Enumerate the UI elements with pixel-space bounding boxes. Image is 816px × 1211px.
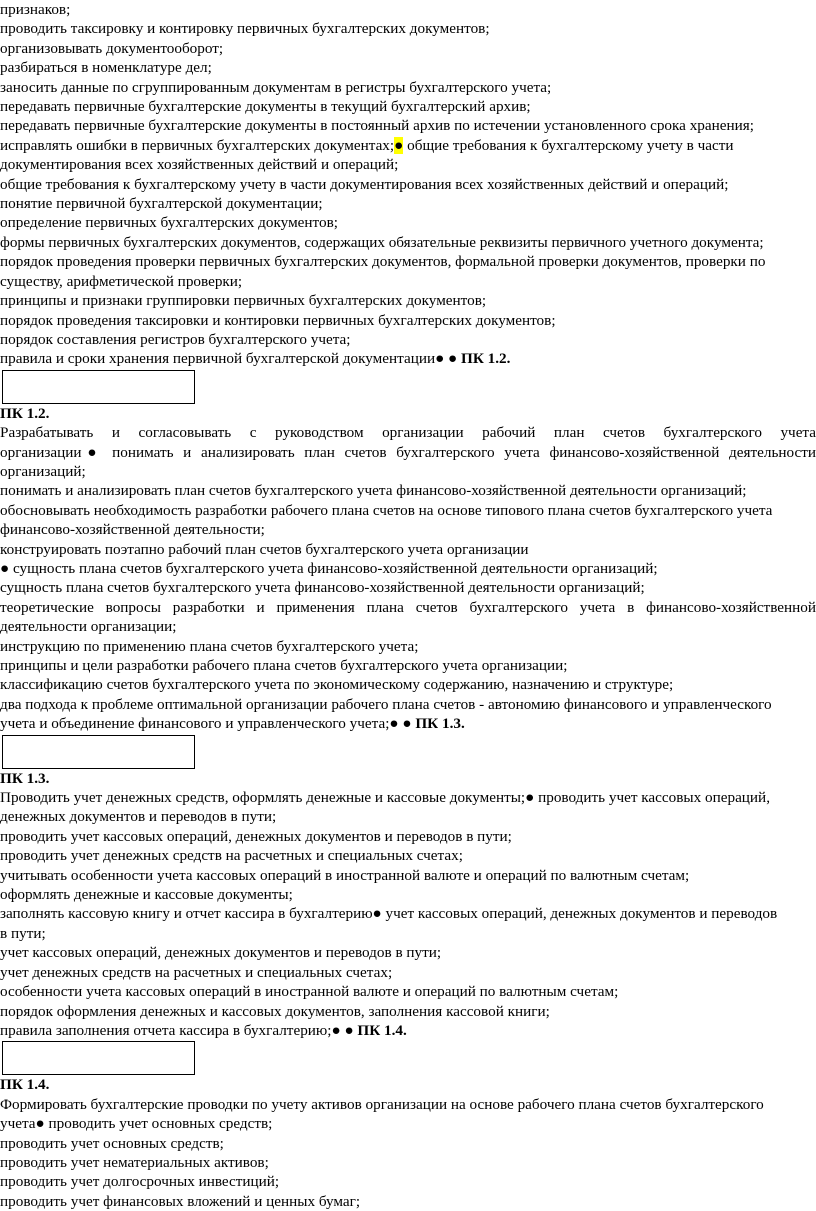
empty-box <box>2 370 195 404</box>
text-line: разбираться в номенклатуре дел; <box>0 59 212 77</box>
text-line: Проводить учет денежных средств, оформлять денежные и кассовые документы;● проводить учет кассовых операций, <box>0 789 770 807</box>
text-line: оформлять денежные и кассовые документы; <box>0 886 293 904</box>
text-line: проводить учет долгосрочных инвестиций; <box>0 1173 280 1191</box>
line-text: общие требования к бухгалтерскому учету в части <box>403 136 734 154</box>
text-line: особенности учета кассовых операций в иностранной валюте и операций по валютным счетам; <box>0 983 619 1001</box>
text-line <box>0 136 816 155</box>
line-text: правила и сроки хранения первичной бухгалтерской документации● ● <box>0 350 462 368</box>
text-line: в пути; <box>0 924 46 942</box>
text-line: общие требования к бухгалтерскому учету в части документирования всех хозяйственных действий и операций; <box>0 175 729 193</box>
text-line: документирования всех хозяйственных действий и операций; <box>0 156 399 174</box>
text-line: проводить учет денежных средств на расчетных и специальных счетах; <box>0 847 463 865</box>
text-line: денежных документов и переводов в пути; <box>0 808 277 826</box>
text-line: проводить учет основных средств; <box>0 1134 224 1152</box>
text-line <box>0 349 816 368</box>
text-line: Разрабатывать и согласовывать с руководством организации рабочий план счетов бухгалтерского учета <box>0 424 816 442</box>
text-line: передавать первичные бухгалтерские документы в постоянный архив по истечении установленного срока хранения; <box>0 117 754 135</box>
text-line: существу, арифметической проверки; <box>0 272 243 290</box>
empty-box <box>2 735 195 769</box>
text-line: учитывать особенности учета кассовых операций в иностранной валюте и операций по валютным счетам; <box>0 866 690 884</box>
text-line: организаций; <box>0 462 86 480</box>
text-line: конструировать поэтапно рабочий план счетов бухгалтерского учета организации <box>0 540 529 558</box>
text-line <box>0 1021 816 1040</box>
text-line: инструкцию по применению плана счетов бухгалтерского учета; <box>0 637 419 655</box>
text-line: Формировать бухгалтерские проводки по учету активов организации на основе рабочего плана счетов бухгалтерского <box>0 1095 764 1113</box>
text-line: классификацию счетов бухгалтерского учета по экономическому содержанию, назначению и структуре; <box>0 676 674 694</box>
text-line: теоретические вопросы разработки и применения плана счетов бухгалтерского учета в финансово-хозяйственной <box>0 598 816 616</box>
text-line: понятие первичной бухгалтерской документации; <box>0 195 323 213</box>
text-line: организации● понимать и анализировать план счетов бухгалтерского учета финансово-хозяйственной деятельности <box>0 443 816 461</box>
text-line: порядок оформления денежных и кассовых документов, заполнения кассовой книги; <box>0 1002 550 1020</box>
text-line: сущность плана счетов бухгалтерского учета финансово-хозяйственной деятельности организаций; <box>0 579 645 597</box>
section-reference: ПК 1.4. <box>357 1021 407 1039</box>
text-line: порядок проведения проверки первичных бухгалтерских документов, формальной проверки документов, проверки по <box>0 253 766 271</box>
text-line: определение первичных бухгалтерских документов; <box>0 214 338 232</box>
section-reference: ПК 1.3. <box>415 715 465 733</box>
text-line: признаков; <box>0 1 71 18</box>
text-line: передавать первичные бухгалтерские документы в текущий бухгалтерский архив; <box>0 98 531 116</box>
text-line: принципы и признаки группировки первичных бухгалтерских документов; <box>0 292 487 310</box>
text-line: формы первичных бухгалтерских документов, содержащих обязательные реквизиты первичного учетного документа; <box>0 233 764 251</box>
text-line: обосновывать необходимость разработки рабочего плана счетов на основе типового плана счетов бухгалтерского учета <box>0 501 773 519</box>
text-line: ● сущность плана счетов бухгалтерского учета финансово-хозяйственной деятельности организаций; <box>0 559 658 577</box>
text-line: проводить учет кассовых операций, денежных документов и переводов в пути; <box>0 827 512 845</box>
line-text: исправлять ошибки в первичных бухгалтерских документах; <box>0 136 395 154</box>
text-line: заполнять кассовую книгу и отчет кассира в бухгалтерию● учет кассовых операций, денежных документов и переводов <box>0 905 778 923</box>
empty-box <box>2 1041 195 1075</box>
section-heading: ПК 1.4. <box>0 1076 50 1094</box>
text-line: два подхода к проблеме оптимальной организации рабочего плана счетов - автономию финансового и управленческого <box>0 695 772 713</box>
text-line: порядок проведения таксировки и контировки первичных бухгалтерских документов; <box>0 311 556 329</box>
text-line: порядок составления регистров бухгалтерского учета; <box>0 330 351 348</box>
text-line: учета● проводить учет основных средств; <box>0 1115 273 1133</box>
line-text: учета и объединение финансового и управленческого учета;● ● <box>0 715 416 733</box>
text-line: учет кассовых операций, денежных документов и переводов в пути; <box>0 944 442 962</box>
section-heading: ПК 1.2. <box>0 404 50 422</box>
text-line: принципы и цели разработки рабочего плана счетов бухгалтерского учета организации; <box>0 657 568 674</box>
text-line: проводить таксировку и контировку первичных бухгалтерских документов; <box>0 20 490 38</box>
text-line: проводить учет нематериальных активов; <box>0 1153 269 1171</box>
text-line: проводить учет финансовых вложений и ценных бумаг; <box>0 1192 361 1210</box>
text-line: организовывать документооборот; <box>0 39 224 57</box>
highlighted-bullet: ● <box>394 136 404 154</box>
text-line <box>0 714 816 733</box>
text-line: заносить данные по сгруппированным документам в регистры бухгалтерского учета; <box>0 78 552 96</box>
text-line: финансово-хозяйственной деятельности; <box>0 521 265 539</box>
text-line: учет денежных средств на расчетных и специальных счетах; <box>0 963 393 981</box>
line-text: правила заполнения отчета кассира в бухгалтерию;● ● <box>0 1021 358 1039</box>
section-heading: ПК 1.3. <box>0 769 50 787</box>
section-reference: ПК 1.2. <box>461 350 511 368</box>
text-line: деятельности организации; <box>0 618 177 636</box>
text-line: понимать и анализировать план счетов бухгалтерского учета финансово-хозяйственной деятельности организаций; <box>0 482 747 500</box>
